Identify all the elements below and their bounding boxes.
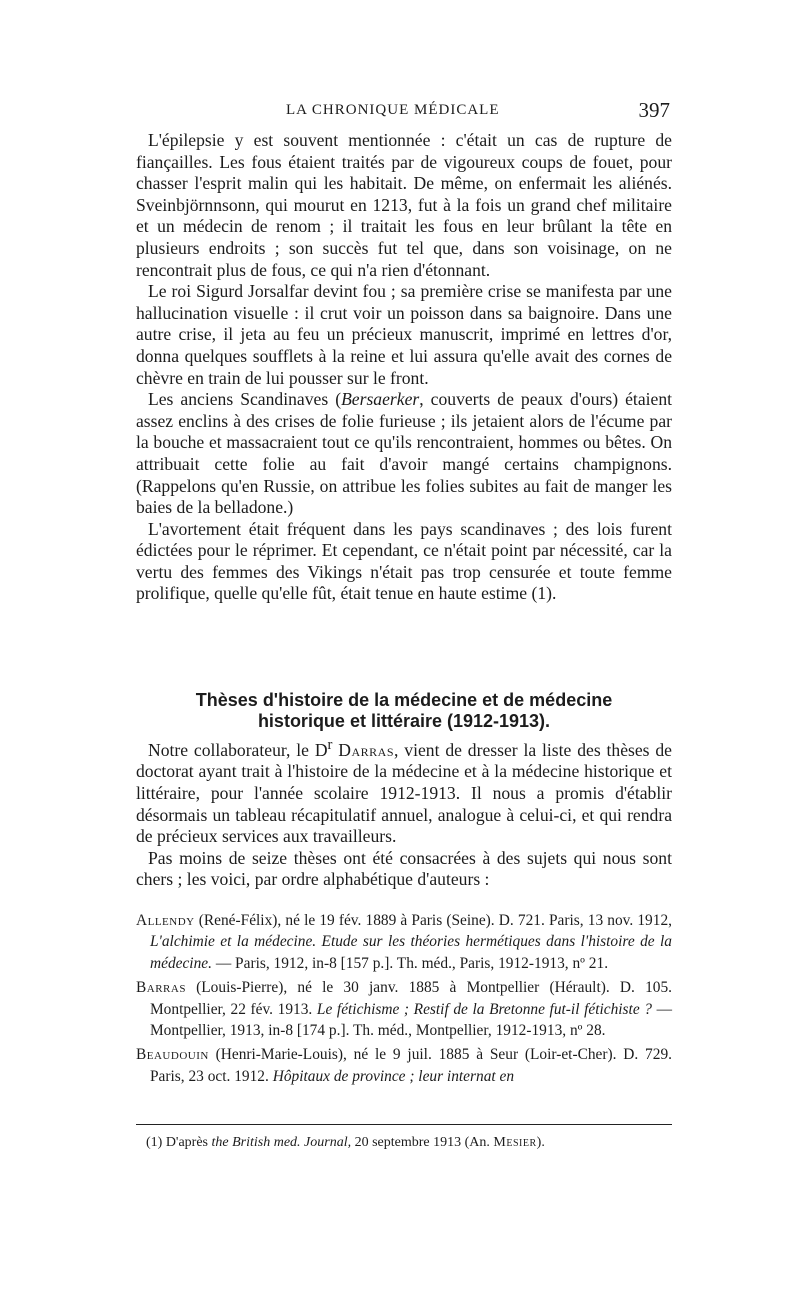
section-title (136, 690, 672, 732)
entry-text: (Henri-Marie-Louis), né le 9 juil. 1885 à Seur (Loir-et-Cher). D. 729. Paris, 23 oct. 1912. (150, 1046, 672, 1085)
thesis-title: L'alchimie et la médecine. Etude sur les théories hermétiques dans l'histoire de la médecine. (150, 933, 672, 972)
paragraph-seize-theses: Pas moins de seize thèses ont été consacrées à des sujets qui nous sont chers ; les voici, par ordre alphabétique d'auteurs : (136, 847, 672, 890)
section-body (136, 735, 672, 891)
thesis-entry (136, 910, 672, 974)
paragraph-sigurd: Le roi Sigurd Jorsalfar devint fou ; sa première crise se manifesta par une hallucination visuelle : il crut voir un poisson dans sa baignoire. Dans une autre crise, il jeta au feu un précieux manuscrit, imprimé en lettres d'or, donna quelques soufflets à la reine et lui assura qu'elle avait des cornes de chèvre en train de lui pousser sur le front. (136, 281, 672, 388)
paragraph-text: Notre collaborateur, le D (148, 739, 328, 760)
author-name: Barras (136, 979, 186, 997)
journal-title: the British med. Journal, (211, 1135, 352, 1150)
author-name: Allendy (136, 912, 195, 929)
footnote-text: 20 septembre 1913 (An. (351, 1135, 494, 1150)
footnote (146, 1134, 672, 1152)
running-head (136, 98, 672, 126)
page-number: 397 (638, 98, 670, 122)
paragraph-collaborateur (136, 735, 672, 848)
italic-term: Bersaerker (341, 389, 420, 410)
thesis-list (136, 910, 672, 1090)
footnote-text: ). (536, 1135, 545, 1150)
entry-text: — Montpellier, 1913, in-8 [174 p.]. Th. méd., Montpellier, 1912-1913, nº 28. (150, 1000, 672, 1040)
paragraph-text: , vient de dresser la liste des thèses de doctorat ayant trait à l'histoire de la médecine et à la médecine historique et littéraire, pour l'année scolaire 1912-1913. Il nous a promis d'établir désormais un tableau récapitulatif annuel, analogue à celui-ci, et qui rendra de précieux services aux travailleurs. (136, 739, 672, 847)
running-title: LA CHRONIQUE MÉDICALE (286, 102, 500, 118)
thesis-title: Le fétichisme ; Restif de la Bretonne fut-il fétichiste ? (316, 1000, 652, 1018)
superscript: r (327, 737, 333, 753)
entry-text: (Louis-Pierre), né le 30 janv. 1885 à Montpellier (Hérault). D. 105. Montpellier, 22 fév. 1913. (150, 979, 672, 1018)
author-name: Darras (338, 739, 395, 760)
paragraph-scandinaves (136, 389, 672, 519)
paragraph-text: , couverts de peaux d'ours) étaient assez enclins à des crises de folie furieuse ; ils jetaient alors de l'écume par la bouche et massacraient tout ce qu'ils rencontraient, hommes ou bêtes. On attribuait cette folie au fait d'avoir mangé certains champignons. (Rappelons qu'en Russie, on attribue les folies subites au fait de manger les baies de la belladone.) (136, 389, 673, 518)
entry-text: — Paris, 1912, in-8 [157 p.]. Th. méd., Paris, 1912-1913, nº 21. (211, 954, 609, 972)
section-title-line: historique et littéraire (1912-1913). (257, 711, 551, 731)
author-name: Beaudouin (136, 1046, 209, 1064)
thesis-entry (136, 977, 672, 1041)
entry-text: (René-Félix), né le 19 fév. 1889 à Paris (Seine). D. 721. Paris, 13 nov. 1912, (194, 912, 672, 929)
paragraph-text: Les anciens Scandinaves ( (148, 389, 342, 410)
main-text (136, 130, 672, 605)
footnote-text: (1) D'après (146, 1135, 212, 1150)
footnote-divider (136, 1124, 672, 1125)
section-title-line: Thèses d'histoire de la médecine et de médecine (195, 690, 613, 710)
thesis-entry (136, 1044, 672, 1087)
paragraph-avortement: L'avortement était fréquent dans les pays scandinaves ; des lois furent édictées pour le réprimer. Et cependant, ce n'était point par nécessité, car la vertu des femmes des Vikings n'était pas trop censurée et toute femme prolifique, quelle qu'elle fût, était tenue en haute estime (1). (136, 518, 672, 604)
thesis-title: Hôpitaux de province ; leur internat en (272, 1067, 515, 1085)
paragraph-epilepsy: L'épilepsie y est souvent mentionnée : c'était un cas de rupture de fiançailles. Les fous étaient traités par de vigoureux coups de fouet, pour chasser l'esprit malin qui les habitait. De même, on enfermait les aliénés. Sveinbjörnnsonn, qui mourut en 1213, fut à la fois un grand chef militaire et un médecin de renom ; il traitait les fous en leur brûlant la tête en plusieurs endroits ; son succès fut tel que, dans son voisinage, on ne rencontrait plus de fous, ce qui n'a rien d'étonnant. (136, 130, 672, 280)
author-name: Mesier (493, 1135, 537, 1150)
